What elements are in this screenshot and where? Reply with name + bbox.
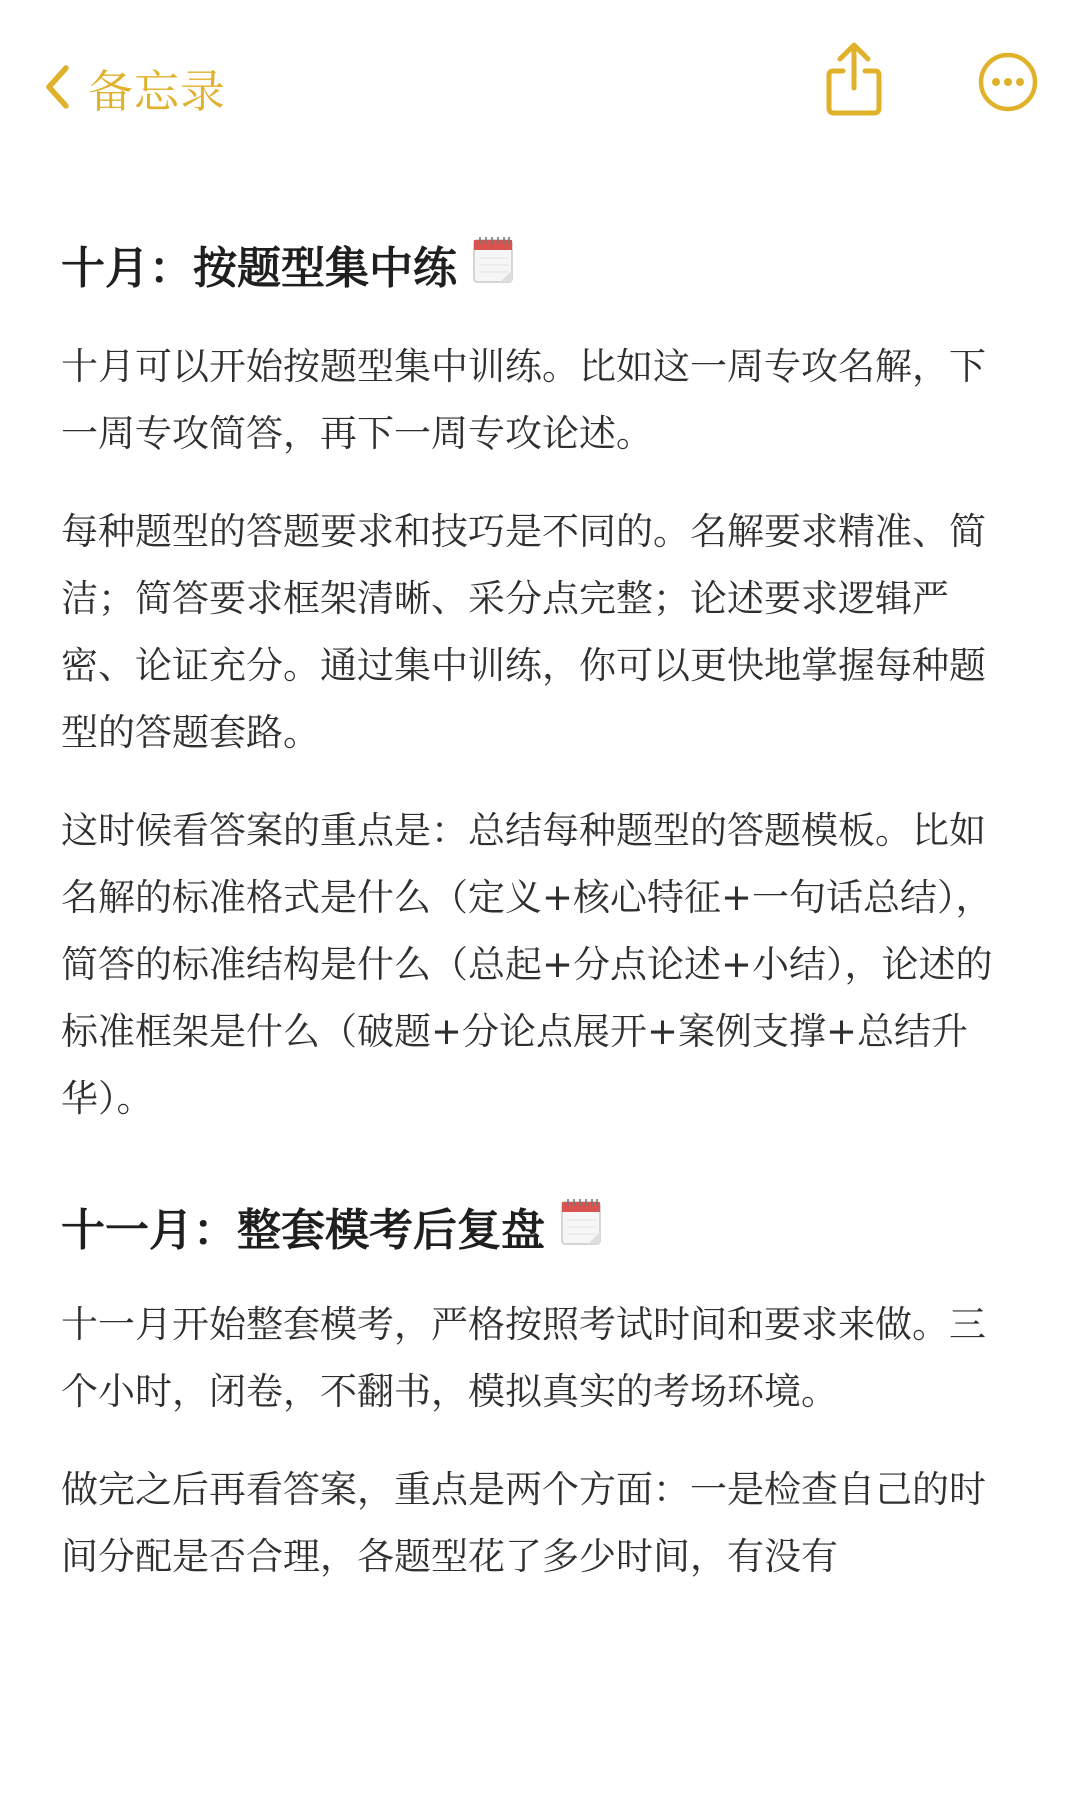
paragraph: 这时候看答案的重点是：总结每种题型的答题模板。比如名解的标准格式是什么（定义+核心特征+一句话总结），简答的标准结构是什么（总起+分点论述+小结），论述的标准框架是什么（破题+分论点展开+案例支撑+总结升华）。 (61, 809, 993, 1120)
section-heading-text: 十月：按题型集中练 (61, 242, 457, 294)
section-heading (61, 1196, 1021, 1265)
back-label: 备忘录 (88, 64, 227, 118)
navigation-bar (0, 0, 1080, 165)
back-button[interactable] (44, 52, 226, 122)
more-button[interactable] (977, 51, 1039, 113)
section-heading-text: 十一月：整套模考后复盘 (61, 1204, 545, 1256)
calendar-icon (559, 1196, 605, 1265)
share-icon (821, 103, 887, 122)
calendar-icon (471, 234, 517, 303)
note-body[interactable] (61, 200, 1021, 1590)
paragraph: 十一月开始整套模考，严格按照考试时间和要求来做。三个小时，闭卷，不翻书，模拟真实的考场环境。 (61, 1303, 986, 1413)
paragraph: 每种题型的答题要求和技巧是不同的。名解要求精准、简洁；简答要求框架清晰、采分点完整；论述要求逻辑严密、论证充分。通过集中训练，你可以更快地掌握每种题型的答题套路。 (61, 510, 986, 754)
paragraph: 做完之后再看答案，重点是两个方面：一是检查自己的时间分配是否合理，各题型花了多少时间，有没有 (61, 1468, 986, 1578)
share-button[interactable] (821, 40, 887, 118)
section-heading (61, 234, 1021, 303)
paragraph: 十月可以开始按题型集中训练。比如这一周专攻名解，下一周专攻简答，再下一周专攻论述。 (61, 345, 986, 455)
chevron-left-icon (44, 64, 70, 110)
more-icon (977, 98, 1039, 117)
